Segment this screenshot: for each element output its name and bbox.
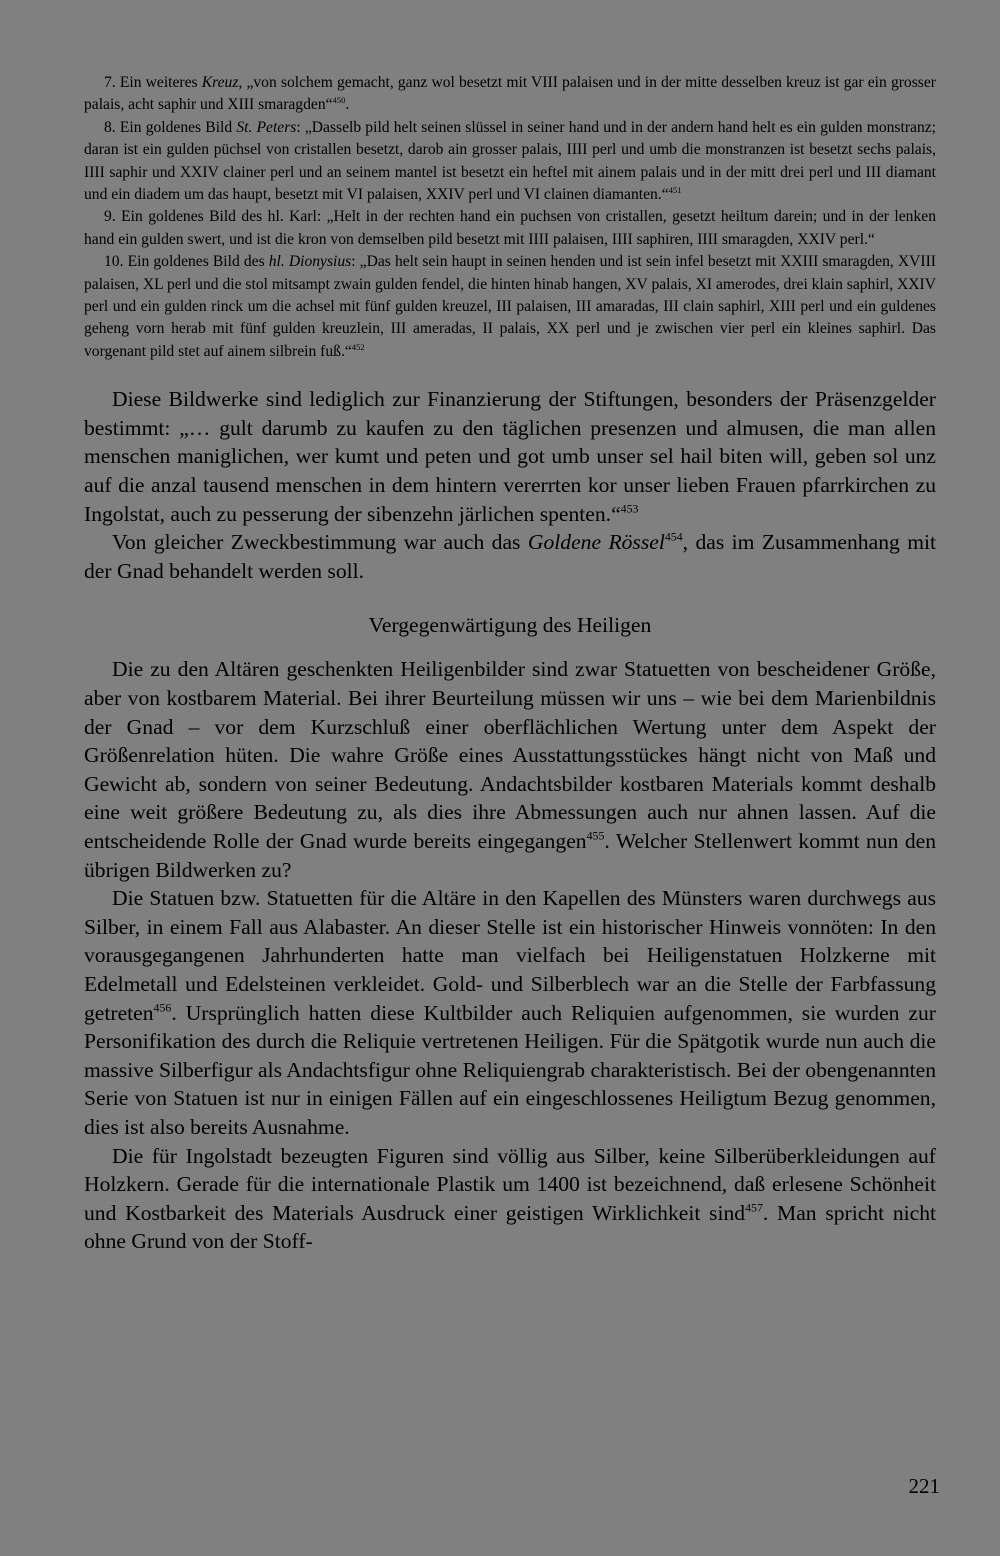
footnote-ref: 450 [332,95,346,106]
paragraph-text: Die zu den Altären geschenkten Heiligenbilder sind zwar Statuetten von bescheidener Größe, aber von kostbarem Material. Bei ihrer Beurteilung müssen wir uns – wie bei dem Marienbildnis der Gnad – vor dem Kurzschluß einer oberflächlichen Wertung unter dem Aspekt der Größenrelation hüten. Die wahre Größe eines Ausstattungsstückes hängt nicht von Maß und Gewicht ab, sondern von seiner Bedeutung. Andachtsbilder kostbaren Materials kommt deshalb eine weit größere Bedeutung zu, als dies ihre Abmessungen auch nur ahnen lassen. Auf die entscheidende Rolle der Gnad wurde bereits eingegangen [84,657,936,853]
footnote-ref: 453 [620,501,639,516]
inventory-item-10 [84,251,936,363]
item-text: Ein goldenes Bild des hl. Karl: „Helt in der rechten hand ein puchsen von cristallen, gesetzt heiltum darein; und in der lenken hand ein gulden swert, und ist die kron von demselben pild besetzt mit IIII palaisen, IIII saphiren, IIII smaragden, XXIV perl.“ [84,208,936,248]
footnote-ref: 455 [586,828,605,843]
item-number: 10. [104,253,124,271]
item-title: St. Peters [236,118,297,136]
item-text: Ein weiteres [119,74,198,91]
item-quote: : „Dasselb pild helt seinen slüssel in seiner hand und in der andern hand helt es ein gulden monstranz; daran ist ein gulden püchsel von cristallen besetzt, darob ain grosser palais, IIII perl und umb die monstranzen ist besetzt sechs palais, IIII saphir und XXIV clainer perl und an seinem mantel ist besetzt ein heftel mit ainem palais und in der mitt drei perl und III diamant und ein diadem um das haupt, besetzt mit VI palaisen, XXIV perl und VI clainen diamanten.“ [84,118,936,204]
emphasis: Goldene Rössel [527,530,665,555]
inventory-item-8 [84,117,936,207]
item-number: 7. [104,74,116,91]
paragraph-text: , das im Zusammenhang mit der Gnad behandelt werden soll. [84,530,936,583]
item-punctuation: . [345,96,350,114]
paragraph-text: Diese Bildwerke sind lediglich zur Finanzierung der Stiftungen, besonders der Präsenzgelder bestimmt: „… gult darumb zu kaufen zu den täglichen presenzen und almusen, die man allen menschen maniglichen, wer kumt und peten und got umb unser sel hail biten will, geben sol unz auf die anzal tausend menschen in dem hintern vererrten kor unser lieben Frauen pfarrkirchen zu Ingolstat, auch zu pesserung der sibenzehn järlichen spenten.“ [84,387,936,526]
page [84,72,936,1256]
footnote-ref: 454 [664,529,683,544]
paragraph [84,385,936,528]
paragraph [84,528,936,585]
footnote-ref: 456 [153,1000,172,1015]
section-heading: Vergegenwärtigung des Heiligen [368,613,652,638]
paragraph-text: . Welcher Stellenwert kommt nun den übrigen Bildwerken zu? [84,829,936,882]
paragraph-text: Die für Ingolstadt bezeugten Figuren sind völlig aus Silber, keine Silberüberkleidungen auf Holzkern. Gerade für die internationale Plastik um 1400 ist bezeichnend, daß erlesene Schönheit und Kostbarkeit des Materials Ausdruck einer geistigen Wirklichkeit sind [84,1143,936,1225]
item-text: Ein goldenes Bild des [127,253,265,271]
footnote-ref: 451 [668,185,682,196]
footnote-ref: 452 [351,341,365,352]
paragraph-text: Von gleicher Zweckbestimmung war auch das [112,530,521,555]
inventory-item-7 [84,72,936,117]
paragraph [84,884,936,1141]
quoted-inventory-list [84,72,936,363]
paragraph-text: . Ursprünglich hatten diese Kultbilder auch Reliquien aufgenommen, sie wurden zur Personifikation des durch die Reliquie vertretenen Heiligen. Für die Spätgotik wurde nun auch die massive Silberfigur als Andachtsfigur ohne Reliquiengrab charakteristisch. Bei der obengenannten Serie von Statuen ist nur in einigen Fällen auf ein eingeschlossenes Heiligtum Bezug genommen, dies ist also bereits Ausnahme. [84,1000,936,1139]
item-title: Kreuz [201,74,239,91]
item-number: 9. [104,208,116,226]
paragraph-text: . Man spricht nicht ohne Grund von der Stoff- [84,1200,936,1254]
paragraph-text: Die Statuen bzw. Statuetten für die Altäre in den Kapellen des Münsters waren durchwegs aus Silber, in einem Fall aus Alabaster. An dieser Stelle ist ein historischer Hinweis vonnöten: In den vorausgegangenen Jahrhunderten hatte man vielfach bei Heiligenstatuen Holzkerne mit Edelmetall und Edelsteinen verkleidet. Gold- und Silberblech war an die Stelle der Farbfassung getreten [84,886,936,1025]
footnote-ref: 457 [745,1200,763,1215]
inventory-item-9 [84,206,936,251]
page-number: 221 [908,1474,940,1498]
item-quote: , „von solchem gemacht, ganz wol besetzt mit VIII palaisen und in der mitte desselben kreuz ist gar ein grosser palais, acht saphir und XIII smaragden“ [84,74,936,114]
item-title: hl. Dionysius [268,253,352,271]
paragraph [84,1142,936,1256]
main-text [84,385,936,1256]
item-number: 8. [104,118,116,136]
item-quote: : „Das helt sein haupt in seinen henden und ist sein infel besetzt mit XXIII smaragden, XVIII palaisen, XL perl und die stol mitsampt zwain gulden fendel, die hinten hinab hangen, XV palais, XI amerodes, drei klain saphirl, XXIV perl und ein gulden rinck um die achsel mit fünf gulden kreuzel, III palaisen, III amaradas, III clain saphirl, XIII perl und ein guldenes geheng vorn herab mit fünf gulden kreuzlein, III ameradas, II palais, XX perl und je zwischen vier perl ein kleines saphirl. Das vorgenant pild stet auf ainem silbrein fuß.“ [84,253,936,360]
paragraph [84,655,936,884]
item-text: Ein goldenes Bild [119,118,233,136]
